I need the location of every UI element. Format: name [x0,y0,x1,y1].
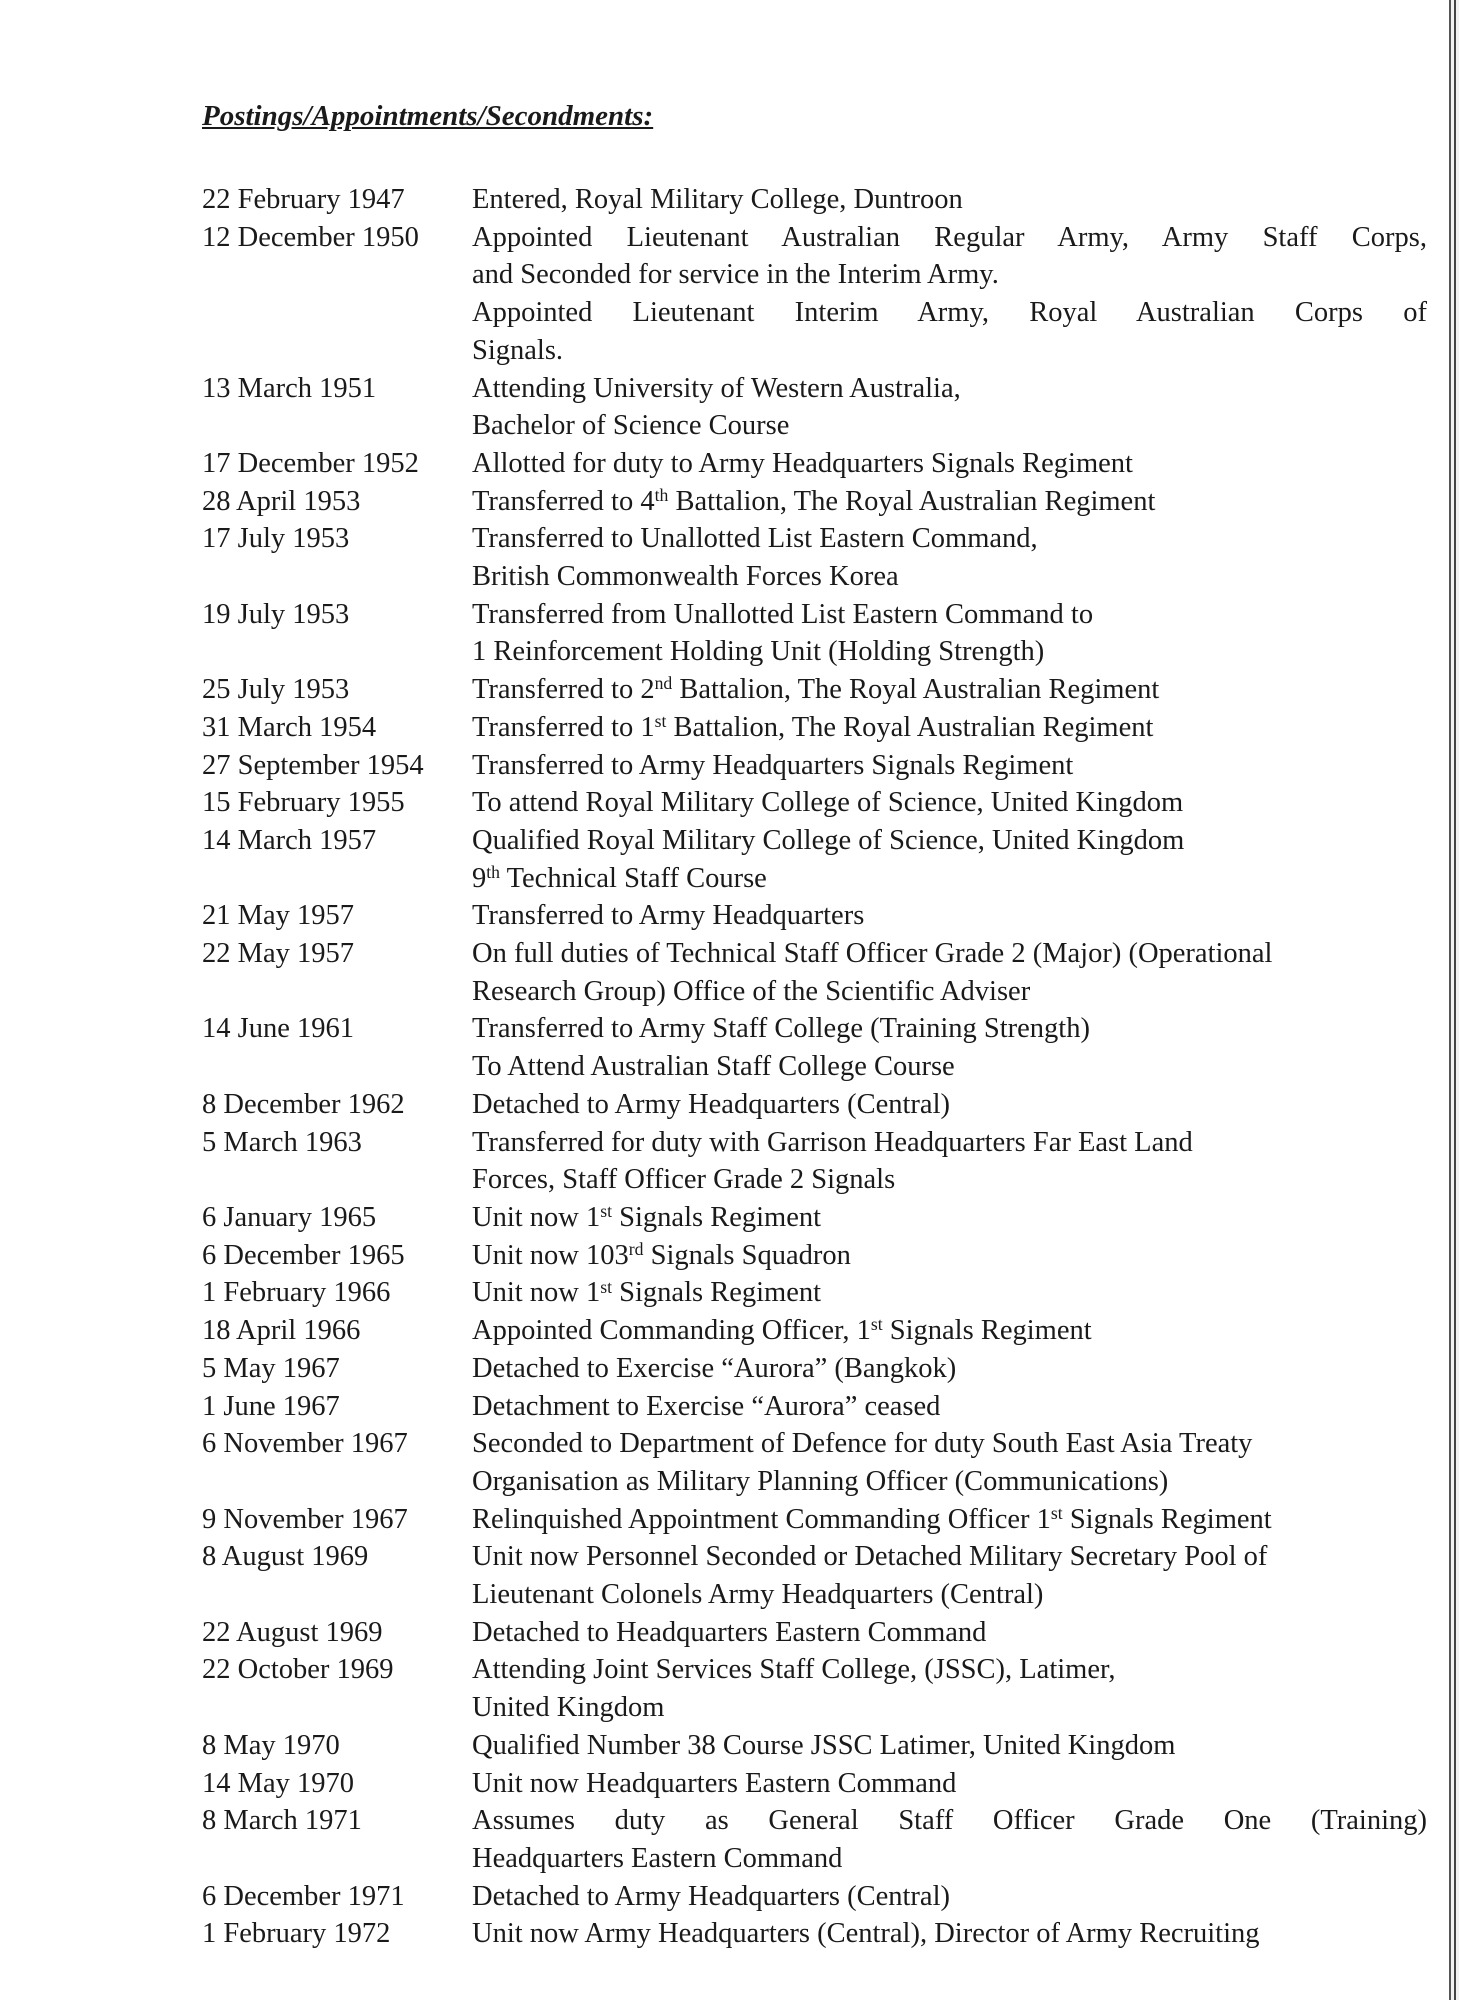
posting-date: 21 May 1957 [202,900,354,932]
posting-date: 18 April 1966 [202,1315,361,1347]
description-line: Unit now Personnel Seconded or Detached Military Secretary Pool of [472,1541,1268,1573]
posting-row [202,747,1427,785]
posting-description [472,1765,1427,1803]
description-line: Qualified Number 38 Course JSSC Latimer, United Kingdom [472,1729,1176,1761]
posting-row [202,219,1427,370]
description-line: and Seconded for service in the Interim Army. [472,259,999,291]
posting-description [472,1802,1427,1877]
description-line: Detached to Headquarters Eastern Command [472,1616,987,1648]
posting-date: 22 October 1969 [202,1654,394,1686]
posting-row [202,784,1427,822]
posting-description [472,897,1427,935]
posting-date: 14 May 1970 [202,1767,354,1799]
page-edge [1449,0,1459,2000]
description-line: British Commonwealth Forces Korea [472,561,899,593]
posting-date: 22 February 1947 [202,184,405,215]
posting-description [472,1274,1427,1312]
posting-row [202,1425,1427,1500]
description-line: Qualified Royal Military College of Science, United Kingdom [472,824,1185,856]
posting-date: 6 December 1965 [202,1239,405,1271]
ordinal-suffix: st [870,1314,883,1335]
description-line: Lieutenant Colonels Army Headquarters (Central) [472,1579,1044,1611]
ordinal-suffix: th [654,484,669,505]
posting-description [472,219,1427,370]
posting-description [472,1651,1427,1726]
posting-description [472,1124,1427,1199]
description-line: Appointed Commanding Officer, 1st Signals Regiment [472,1314,1092,1347]
posting-date: 5 March 1963 [202,1126,362,1158]
posting-row [202,1010,1427,1085]
posting-description [472,671,1427,709]
description-line: Appointed Lieutenant Interim Army, Royal Australian Corps of [472,297,1427,329]
posting-date: 17 December 1952 [202,447,419,479]
posting-description [472,520,1427,595]
posting-row [202,1727,1427,1765]
posting-date: 6 January 1965 [202,1201,377,1233]
posting-row [202,671,1427,709]
description-line: Headquarters Eastern Command [472,1842,843,1874]
posting-row [202,1274,1427,1312]
description-line: Signals. [472,334,564,366]
description-line: Unit now Army Headquarters (Central), Director of Army Recruiting [472,1918,1260,1950]
description-line: Transferred to Army Staff College (Training Strength) [472,1013,1090,1045]
posting-row [202,1915,1427,1953]
description-line: 1 Reinforcement Holding Unit (Holding Strength) [472,636,1045,668]
posting-description [472,483,1427,521]
posting-date: 12 December 1950 [202,221,419,253]
posting-row [202,1086,1427,1124]
posting-date: 8 March 1971 [202,1805,362,1837]
posting-description [472,1086,1427,1124]
posting-date: 17 July 1953 [202,523,350,555]
posting-row [202,1538,1427,1613]
description-line: Unit now 1st Signals Regiment [472,1201,822,1233]
description-line: Unit now 1st Signals Regiment [472,1276,822,1309]
postings-list [202,181,1427,1953]
posting-date: 6 November 1967 [202,1428,408,1460]
description-line: Transferred for duty with Garrison Headquarters Far East Land [472,1126,1193,1158]
posting-row [202,1501,1427,1539]
posting-description [472,1425,1427,1500]
posting-description [472,709,1427,747]
posting-row [202,1312,1427,1350]
posting-row [202,596,1427,671]
description-line: Detachment to Exercise “Aurora” ceased [472,1390,941,1422]
posting-date: 15 February 1955 [202,787,405,819]
posting-description [472,822,1427,897]
posting-date: 22 August 1969 [202,1616,383,1648]
description-line: Detached to Exercise “Aurora” (Bangkok) [472,1352,957,1384]
posting-row [202,1199,1427,1237]
description-line: Transferred to Army Headquarters [472,900,865,932]
posting-row [202,1388,1427,1426]
description-line: To Attend Australian Staff College Course [472,1051,955,1083]
description-line: 9th Technical Staff Course [472,861,767,894]
posting-row [202,1124,1427,1199]
description-line: Unit now 103rd Signals Squadron [472,1238,851,1271]
description-line: Bachelor of Science Course [472,410,790,442]
description-line: Appointed Lieutenant Australian Regular Army, Army Staff Corps, [472,221,1427,253]
description-line: Organisation as Military Planning Officer (Communications) [472,1465,1169,1497]
description-line: Attending University of Western Australia, [472,372,961,404]
posting-date: 1 February 1972 [202,1918,391,1950]
posting-row [202,822,1427,897]
posting-date: 27 September 1954 [202,749,424,781]
posting-row [202,1802,1427,1877]
posting-row [202,370,1427,445]
posting-row [202,1878,1427,1916]
description-line: Relinquished Appointment Commanding Officer 1st Signals Regiment [472,1502,1272,1535]
posting-description [472,1388,1427,1426]
posting-description [472,1501,1427,1539]
posting-date: 22 May 1957 [202,938,354,970]
section-heading: Postings/Appointments/Secondments: [202,100,654,132]
posting-date: 19 July 1953 [202,598,350,630]
ordinal-suffix: st [600,1201,613,1222]
description-line: Forces, Staff Officer Grade 2 Signals [472,1164,896,1196]
posting-row [202,1614,1427,1652]
posting-date: 8 May 1970 [202,1729,340,1761]
description-line: Unit now Headquarters Eastern Command [472,1767,957,1799]
posting-description [472,1312,1427,1350]
description-line: Assumes duty as General Staff Officer Grade One (Training) [472,1805,1427,1837]
posting-date: 25 July 1953 [202,674,350,706]
ordinal-suffix: st [654,711,667,732]
posting-date: 31 March 1954 [202,711,377,743]
posting-row [202,1651,1427,1726]
posting-description [472,747,1427,785]
description-line: To attend Royal Military College of Science, United Kingdom [472,787,1184,819]
posting-description [472,784,1427,822]
posting-description [472,1878,1427,1916]
description-line: Transferred to 4th Battalion, The Royal Australian Regiment [472,484,1156,517]
posting-date: 9 November 1967 [202,1503,408,1535]
posting-date: 6 December 1971 [202,1880,405,1912]
description-line: Entered, Royal Military College, Duntroon [472,184,963,215]
posting-date: 5 May 1967 [202,1352,340,1384]
posting-description [472,1350,1427,1388]
ordinal-suffix: st [1050,1502,1063,1523]
description-line: Research Group) Office of the Scientific Adviser [472,975,1031,1007]
posting-date: 1 February 1966 [202,1277,391,1309]
posting-date: 14 March 1957 [202,824,377,856]
posting-row [202,1237,1427,1275]
posting-description [472,1199,1427,1237]
description-line: Seconded to Department of Defence for duty South East Asia Treaty [472,1428,1253,1460]
description-line: Transferred to 1st Battalion, The Royal Australian Regiment [472,711,1154,743]
posting-date: 8 August 1969 [202,1541,369,1573]
posting-description [472,1538,1427,1613]
posting-row [202,1765,1427,1803]
description-line: Transferred to 2nd Battalion, The Royal Australian Regiment [472,673,1160,706]
posting-description [472,935,1427,1010]
description-line: Transferred from Unallotted List Eastern Command to [472,598,1094,630]
posting-row [202,935,1427,1010]
posting-row [202,181,1427,219]
posting-row [202,483,1427,521]
posting-date: 14 June 1961 [202,1013,354,1045]
posting-description [472,445,1427,483]
posting-description [472,370,1427,445]
posting-date: 1 June 1967 [202,1390,340,1422]
posting-row [202,520,1427,595]
posting-row [202,445,1427,483]
ordinal-suffix: th [486,861,500,882]
posting-description [472,1727,1427,1765]
description-line: Detached to Army Headquarters (Central) [472,1880,950,1912]
posting-row [202,1350,1427,1388]
posting-date: 13 March 1951 [202,372,377,404]
ordinal-suffix: st [600,1276,613,1297]
posting-description [472,181,1427,219]
posting-description [472,596,1427,671]
ordinal-suffix: rd [628,1238,644,1259]
posting-row [202,897,1427,935]
ordinal-suffix: nd [654,673,673,694]
description-line: Attending Joint Services Staff College, (JSSC), Latimer, [472,1654,1116,1686]
posting-date: 8 December 1962 [202,1088,405,1120]
description-line: Detached to Army Headquarters (Central) [472,1088,950,1120]
posting-date: 28 April 1953 [202,485,361,517]
posting-description [472,1915,1427,1953]
description-line: United Kingdom [472,1692,665,1724]
description-line: On full duties of Technical Staff Officer Grade 2 (Major) (Operational [472,938,1273,970]
description-line: Transferred to Unallotted List Eastern Command, [472,523,1038,555]
description-line: Transferred to Army Headquarters Signals Regiment [472,749,1074,781]
posting-description [472,1237,1427,1275]
posting-description [472,1614,1427,1652]
posting-row [202,709,1427,747]
description-line: Allotted for duty to Army Headquarters Signals Regiment [472,447,1133,479]
posting-description [472,1010,1427,1085]
